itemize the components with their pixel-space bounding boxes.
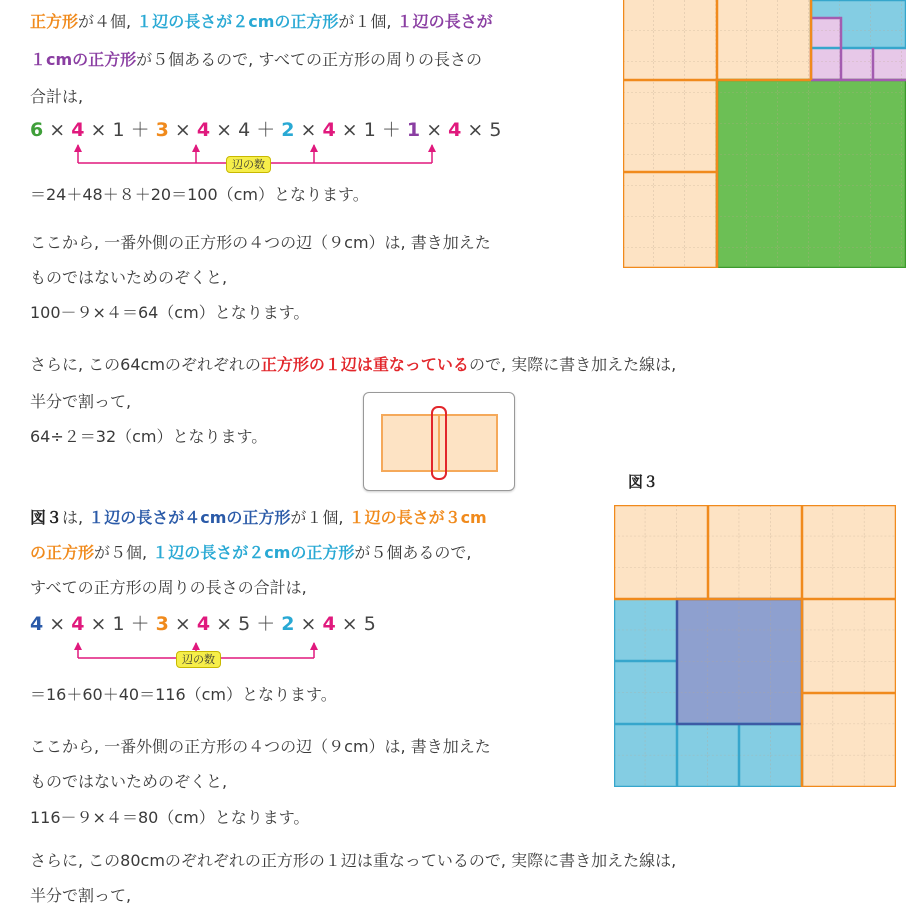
f1-part-5: × [168, 119, 197, 141]
text-line-3: 合計は, [30, 87, 84, 106]
f1-part-10: 4 [322, 119, 336, 141]
f2-part-9: × [294, 613, 323, 635]
text-line-19: 半分で割って, [30, 886, 132, 905]
overlap-callout [363, 392, 515, 491]
text-line-16: ものではないためのぞくと, [30, 772, 228, 791]
edge-count-label-1: 辺の数 [226, 156, 271, 173]
formula-2 [30, 612, 376, 636]
text-line-10: 64÷２＝32（cm）となります。 [30, 427, 268, 446]
f2-part-8: 2 [281, 613, 295, 635]
text-line-9: 半分で割って, [30, 392, 132, 411]
figure-1 [623, 0, 906, 268]
text-line-15: ここから, 一番外側の正方形の４つの辺（９cm）は, 書き加えた [30, 737, 491, 756]
f2-part-4: 3 [155, 613, 169, 635]
figure-3 [614, 505, 896, 787]
f1-part-15: × 5 [461, 119, 502, 141]
f1-part-13: × [420, 119, 449, 141]
f1-part-3: × 1 ＋ [84, 119, 156, 141]
text-line-11: 図３は, １辺の長さが４cmの正方形が１個, １辺の長さが３cm [30, 508, 487, 527]
text-line-12: の正方形が５個, １辺の長さが２cmの正方形が５個あるので, [30, 543, 472, 562]
f2-part-3: × 1 ＋ [84, 613, 156, 635]
figure-3-title: 図３ [628, 473, 659, 491]
text-line-14: ＝16＋60＋40＝116（cm）となります。 [30, 685, 337, 704]
f2-part-5: × [168, 613, 197, 635]
overlap-illustration [364, 393, 514, 490]
f1-part-6: 4 [196, 119, 211, 141]
f2-part-6: 4 [196, 613, 211, 635]
f2-part-1: × [43, 613, 72, 635]
text-line-2: １cmの正方形が５個あるので, すべての正方形の周りの長さの [30, 50, 483, 69]
f1-part-2: 4 [71, 119, 85, 141]
text-line-18: さらに, この80cmのぞれぞれの正方形の１辺は重なっているので, 実際に書き加えた線は, [30, 851, 677, 870]
f2-part-11: × 5 [335, 613, 376, 635]
f1-part-8: 2 [281, 119, 295, 141]
f2-part-7: × 5 ＋ [210, 613, 282, 635]
text-line-13: すべての正方形の周りの長さの合計は, [30, 578, 307, 597]
text-line-17: 116－９×４＝80（cm）となります。 [30, 808, 310, 827]
f2-part-2: 4 [71, 613, 85, 635]
f1-part-9: × [294, 119, 323, 141]
f1-part-12: 1 [406, 119, 421, 141]
edge-count-label-2: 辺の数 [176, 651, 221, 668]
f1-part-4: 3 [155, 119, 169, 141]
text-line-8: さらに, この64cmのぞれぞれの正方形の１辺は重なっているので, 実際に書き加えた線は, [30, 355, 677, 374]
text-line-7: 100－９×４＝64（cm）となります。 [30, 303, 310, 322]
f2-part-10: 4 [322, 613, 336, 635]
f1-part-1: × [43, 119, 72, 141]
text-line-4: ＝24＋48＋８＋20＝100（cm）となります。 [30, 185, 369, 204]
text-line-6: ものではないためのぞくと, [30, 268, 228, 287]
text-line-1: 正方形が４個, １辺の長さが２cmの正方形が１個, １辺の長さが [30, 12, 493, 31]
f2-part-0: 4 [30, 613, 44, 635]
f1-part-7: × 4 ＋ [210, 119, 282, 141]
f1-part-0: 6 [30, 119, 44, 141]
f1-part-14: 4 [448, 119, 462, 141]
f1-part-11: × 1 ＋ [335, 119, 407, 141]
text-line-5: ここから, 一番外側の正方形の４つの辺（９cm）は, 書き加えた [30, 233, 491, 252]
